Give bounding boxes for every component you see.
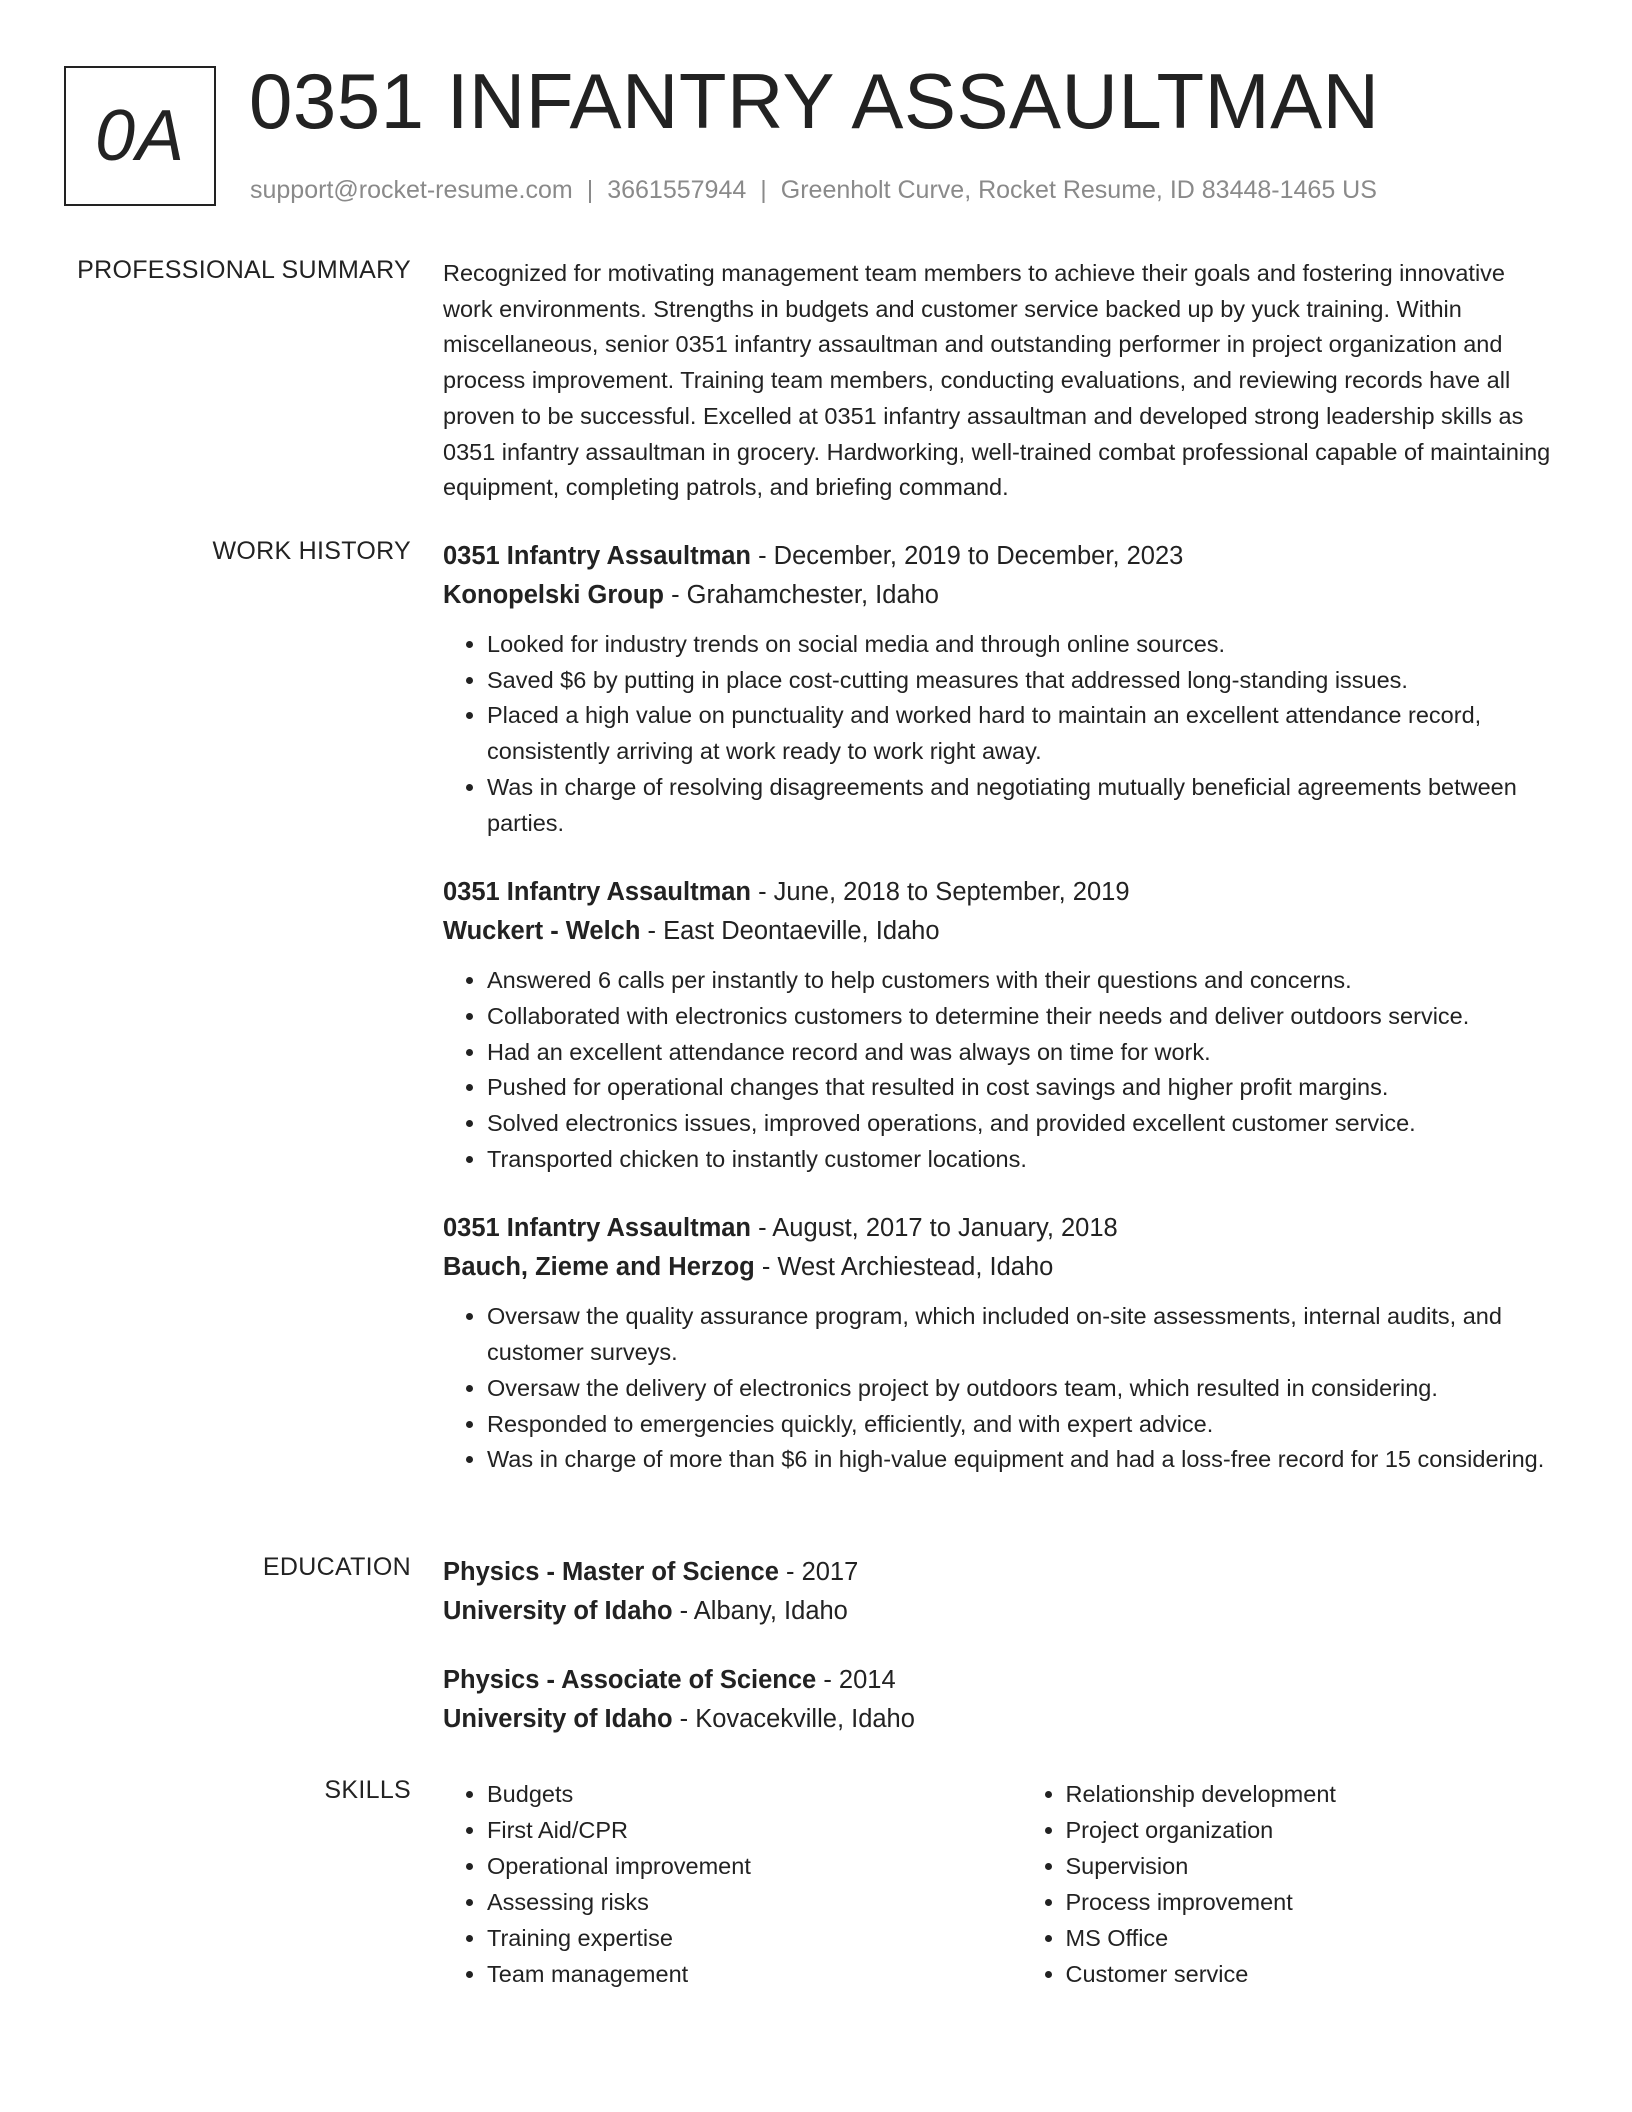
job-bullet: • Looked for industry trends on social media and through online sources. (487, 627, 1555, 663)
job-company-line (443, 912, 1555, 951)
degree: Physics - Master of Science (443, 1558, 779, 1586)
school-location: - Albany, Idaho (672, 1597, 848, 1625)
contact-separator: | (760, 176, 767, 204)
skills-list-right (1022, 1776, 1556, 1992)
school: University of Idaho (443, 1705, 673, 1733)
skill-item: • Project organization (1066, 1812, 1556, 1848)
skill-item: • Operational improvement (487, 1848, 977, 1884)
job-company: Wuckert - Welch (443, 917, 641, 946)
section-title: EDUCATION (262, 1553, 411, 1581)
contact-separator: | (586, 176, 594, 204)
skills-columns (443, 1776, 1555, 1992)
job-bullet: • Oversaw the quality assurance program, which included on-site assessments, internal audits, and customer surveys. (487, 1299, 1555, 1370)
contact-line (250, 176, 1377, 205)
job-dates: - August, 2017 to January, 2018 (751, 1214, 1118, 1243)
job-bullet: • Was in charge of more than $6 in high-value equipment and had a loss-free record for 15 considering. (487, 1442, 1555, 1478)
job-role: 0351 Infantry Assaultman (443, 878, 752, 907)
job-title-line (443, 873, 1555, 912)
job-bullet: • Saved $6 by putting in place cost-cutting measures that addressed long-standing issues. (487, 663, 1555, 699)
contact-email[interactable]: support@rocket-resume.com (250, 176, 573, 204)
candidate-name: 0351 INFANTRY ASSAULTMAN (249, 57, 1380, 145)
job-dates: - December, 2019 to December, 2023 (751, 542, 1184, 570)
job-bullets (443, 963, 1555, 1177)
school-line (443, 1700, 1555, 1739)
contact-address: Greenholt Curve, Rocket Resume, ID 83448-1465 US (780, 176, 1377, 204)
job-bullet: • Transported chicken to instantly customer locations. (487, 1142, 1555, 1178)
skill-item: • Relationship development (1066, 1776, 1556, 1812)
job-company-line (443, 1248, 1555, 1287)
job-role: 0351 Infantry Assaultman (443, 1214, 752, 1243)
skill-item: • Training expertise (487, 1920, 977, 1956)
job-title-line (443, 1209, 1555, 1248)
skill-item: • Team management (487, 1956, 977, 1992)
skill-item: • Process improvement (1066, 1884, 1556, 1920)
job-location: - West Archiestead, Idaho (754, 1253, 1054, 1282)
skill-item: • Assessing risks (487, 1884, 977, 1920)
job-location: - East Deontaeville, Idaho (640, 917, 940, 946)
job-bullet: • Was in charge of resolving disagreements and negotiating mutually beneficial agreements between parties. (487, 770, 1555, 841)
skills-list-left (443, 1776, 977, 1992)
school-location: - Kovacekville, Idaho (672, 1705, 915, 1733)
job-company: Konopelski Group (443, 581, 665, 609)
skill-item: • Budgets (487, 1776, 977, 1812)
job-bullets (443, 1299, 1555, 1478)
skill-item: • MS Office (1066, 1920, 1556, 1956)
job-bullet: • Responded to emergencies quickly, efficiently, and with expert advice. (487, 1407, 1555, 1443)
job-title-line (443, 537, 1555, 576)
job-bullets (443, 627, 1555, 841)
degree: Physics - Associate of Science (443, 1666, 817, 1694)
section-title: WORK HISTORY (212, 537, 411, 565)
section-title: SKILLS (324, 1776, 411, 1804)
job-bullet: • Answered 6 calls per instantly to help customers with their questions and concerns. (487, 963, 1555, 999)
degree-year: - 2017 (778, 1558, 859, 1586)
job-company-line (443, 576, 1555, 615)
job-list (443, 537, 1555, 1510)
job-entry (443, 537, 1555, 841)
job-bullet: • Solved electronics issues, improved operations, and provided excellent customer service. (487, 1106, 1555, 1142)
job-bullet: • Oversaw the delivery of electronics project by outdoors team, which resulted in considering. (487, 1371, 1555, 1407)
job-company: Bauch, Zieme and Herzog (443, 1253, 755, 1282)
skill-item: • First Aid/CPR (487, 1812, 977, 1848)
degree-line (443, 1553, 1555, 1592)
monogram-badge: 0A (64, 66, 216, 206)
degree-year: - 2014 (816, 1666, 896, 1694)
skill-item: • Supervision (1066, 1848, 1556, 1884)
job-bullet: • Pushed for operational changes that resulted in cost savings and higher profit margins. (487, 1070, 1555, 1106)
job-role: 0351 Infantry Assaultman (443, 542, 752, 570)
job-bullet: • Collaborated with electronics customers to determine their needs and deliver outdoors service. (487, 999, 1555, 1035)
job-bullet: • Had an excellent attendance record and was always on time for work. (487, 1035, 1555, 1071)
job-dates: - June, 2018 to September, 2019 (751, 878, 1130, 907)
education-entry (443, 1553, 1555, 1631)
section-title: PROFESSIONAL SUMMARY (77, 256, 411, 284)
resume-header (0, 0, 1632, 240)
job-bullet: • Placed a high value on punctuality and worked hard to maintain an excellent attendance record, consistently arriving at work ready to work right away. (487, 698, 1555, 769)
contact-phone[interactable]: 3661557944 (607, 176, 747, 204)
degree-line (443, 1661, 1555, 1700)
education-entry (443, 1661, 1555, 1739)
summary-text: Recognized for motivating management team members to achieve their goals and fostering innovative work environments. Strengths in budgets and customer service backed up by yuck training. Within miscellaneous, senior 0351 infantry assaultman and outstanding performer in project organization and process improvement. Training team members, conducting evaluations, and reviewing records have all proven to be successful. Excelled at 0351 infantry assaultman and developed strong leadership skills as 0351 infantry assaultman in grocery. Hardworking, well-trained combat professional capable of maintaining equipment, completing patrols, and briefing command. (443, 260, 1551, 501)
job-entry (443, 1209, 1555, 1478)
skill-item: • Customer service (1066, 1956, 1556, 1992)
school-line (443, 1592, 1555, 1631)
school: University of Idaho (443, 1597, 673, 1625)
job-location: - Grahamchester, Idaho (664, 581, 939, 609)
job-entry (443, 873, 1555, 1177)
education-list (443, 1553, 1555, 1769)
